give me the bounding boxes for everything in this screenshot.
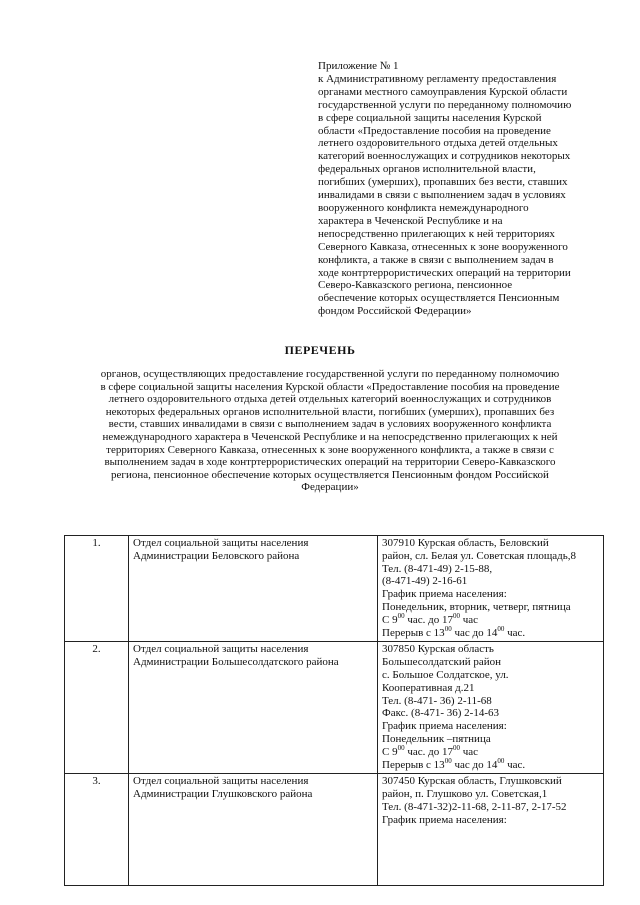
row-number: 3. <box>65 774 129 886</box>
table-row <box>65 774 604 886</box>
schedule-break: Перерыв с $13^{00}$ час до $14^{00}$ час. <box>382 624 526 639</box>
contact-line: Тел. (8-471-32)2-11-68, 2-11-87, 2-17-52 <box>382 800 567 813</box>
appendix-line: обеспечение которых осуществляется Пенсионным <box>318 292 560 305</box>
contact-line: 307910 Курская область, Беловский <box>382 537 549 549</box>
contact-line: Кооперативная д.21 <box>382 681 475 694</box>
office-name-line: Отдел социальной защиты населения <box>133 537 309 549</box>
appendix-line: категорий военнослужащих и сотрудников некоторых <box>318 150 571 163</box>
office-name-line: Отдел социальной защиты населения <box>133 775 309 788</box>
description-line: летнего оздоровительного отдыха детей отдельных категорий военнослужащих и сотрудников <box>108 393 552 406</box>
appendix-line: инвалидами в связи с выполнением задач в условиях <box>318 189 566 202</box>
office-name <box>129 774 378 886</box>
description-line: органов, осуществляющих предоставление государственной услуги по переданному полномочию <box>100 368 560 380</box>
description-line: некоторых федеральных органов исполнительной власти, погибших (умерших), пропавших без <box>105 405 555 418</box>
contact-line: Большесолдатский район <box>382 656 502 669</box>
schedule-break: Перерыв с $13^{00}$ час до $14^{00}$ час. <box>382 756 526 771</box>
appendix-line: характера в Чеченской Республике и на <box>318 214 503 227</box>
appendix-line: к Административному регламенту предоставления <box>318 72 557 85</box>
contact-line: Понедельник, вторник, четверг, пятница <box>382 600 571 613</box>
description-line: немеждународного характера в Чеченской Республике и на непосредственно прилегающих к ней <box>102 430 558 443</box>
contact-line: График приема населения: <box>382 720 507 733</box>
office-contacts <box>378 774 604 886</box>
appendix-line: государственной услуги по переданному полномочию <box>318 98 572 111</box>
contact-line: Тел. (8-471-49) 2-15-88, <box>382 562 493 575</box>
contact-line: с. Большое Солдатское, ул. <box>382 668 509 681</box>
office-name <box>129 536 378 642</box>
contact-line: район, сл. Белая ул. Советская площадь,8 <box>382 549 577 562</box>
description-line: вести, ставших инвалидами в связи с выполнением задач в условиях вооруженного конфликта <box>108 418 552 431</box>
office-name-line: Администрации Большесолдатского района <box>133 656 339 669</box>
appendix-line: органами местного самоуправления Курской области <box>318 85 568 98</box>
schedule-hours: С $9^{00}$ час. до $17^{00}$ час <box>382 743 479 758</box>
description-line: региона, пенсионное обеспечение которых осуществляется Пенсионным фондом Российской <box>111 468 549 481</box>
appendix-line: погибших (умерших), пропавших без вести, ставших <box>318 176 568 189</box>
table-row <box>65 642 604 774</box>
appendix-line: Северо-Кавказского региона, пенсионное <box>318 279 513 292</box>
description-line: территориях Северного Кавказа, отнесенных к зоне вооруженного конфликта, а также в связи с <box>106 443 554 456</box>
office-name-line: Администрации Глушковского района <box>133 788 313 801</box>
appendix-line: в сфере социальной защиты населения Курской <box>318 111 542 124</box>
contact-line: район, п. Глушково ул. Советская,1 <box>382 788 548 801</box>
appendix-line: конфликта, а также в связи с выполнением задач в <box>318 253 554 266</box>
appendix-line: ходе контртеррористических операций на территории <box>318 266 571 279</box>
contact-line: Тел. (8-471- 36) 2-11-68 <box>382 694 492 707</box>
description-line: Федерации» <box>301 481 359 494</box>
contact-line: 307450 Курская область, Глушковский <box>382 775 562 788</box>
document-description <box>50 368 610 494</box>
description-line: выполнением задач в ходе контртеррористических операций на территории Северо-Кавказского <box>104 456 556 469</box>
schedule-hours: С $9^{00}$ час. до $17^{00}$ час <box>382 611 479 626</box>
appendix-line: непосредственно прилегающих к ней территориях <box>318 227 555 240</box>
row-number: 2. <box>65 642 129 774</box>
contact-line: (8-471-49) 2-16-61 <box>382 575 468 588</box>
appendix-line: Северного Кавказа, отнесенных к зоне вооруженного <box>318 240 568 253</box>
appendix-line: фондом Российской Федерации» <box>318 305 472 318</box>
appendix-line: области «Предоставление пособия на проведение <box>318 124 551 137</box>
table-row <box>65 536 604 642</box>
appendix-line: федеральных органов исполнительной власти, <box>318 163 536 176</box>
document-title: ПЕРЕЧЕНЬ <box>284 343 356 357</box>
contact-line: График приема населения: <box>382 813 507 826</box>
appendix-line: вооруженного конфликта немеждународного <box>318 201 529 214</box>
row-number: 1. <box>65 536 129 642</box>
description-line: в сфере социальной защиты населения Курской области «Предоставление пособия на проведение <box>100 380 560 393</box>
appendix-line: летнего оздоровительного отдыха детей отдельных <box>318 137 558 150</box>
office-contacts <box>378 642 604 774</box>
office-contacts <box>378 536 604 642</box>
office-name-line: Администрации Беловского района <box>133 549 300 562</box>
office-name <box>129 642 378 774</box>
contact-line: Факс. (8-471- 36) 2-14-63 <box>382 707 500 720</box>
office-name-line: Отдел социальной защиты населения <box>133 643 309 656</box>
offices-table <box>64 535 604 886</box>
contact-line: График приема населения: <box>382 588 507 601</box>
appendix-line: Приложение № 1 <box>318 60 399 72</box>
appendix-header <box>318 60 608 318</box>
contact-line: 307850 Курская область <box>382 643 494 656</box>
contact-line: Понедельник –пятница <box>382 732 491 745</box>
